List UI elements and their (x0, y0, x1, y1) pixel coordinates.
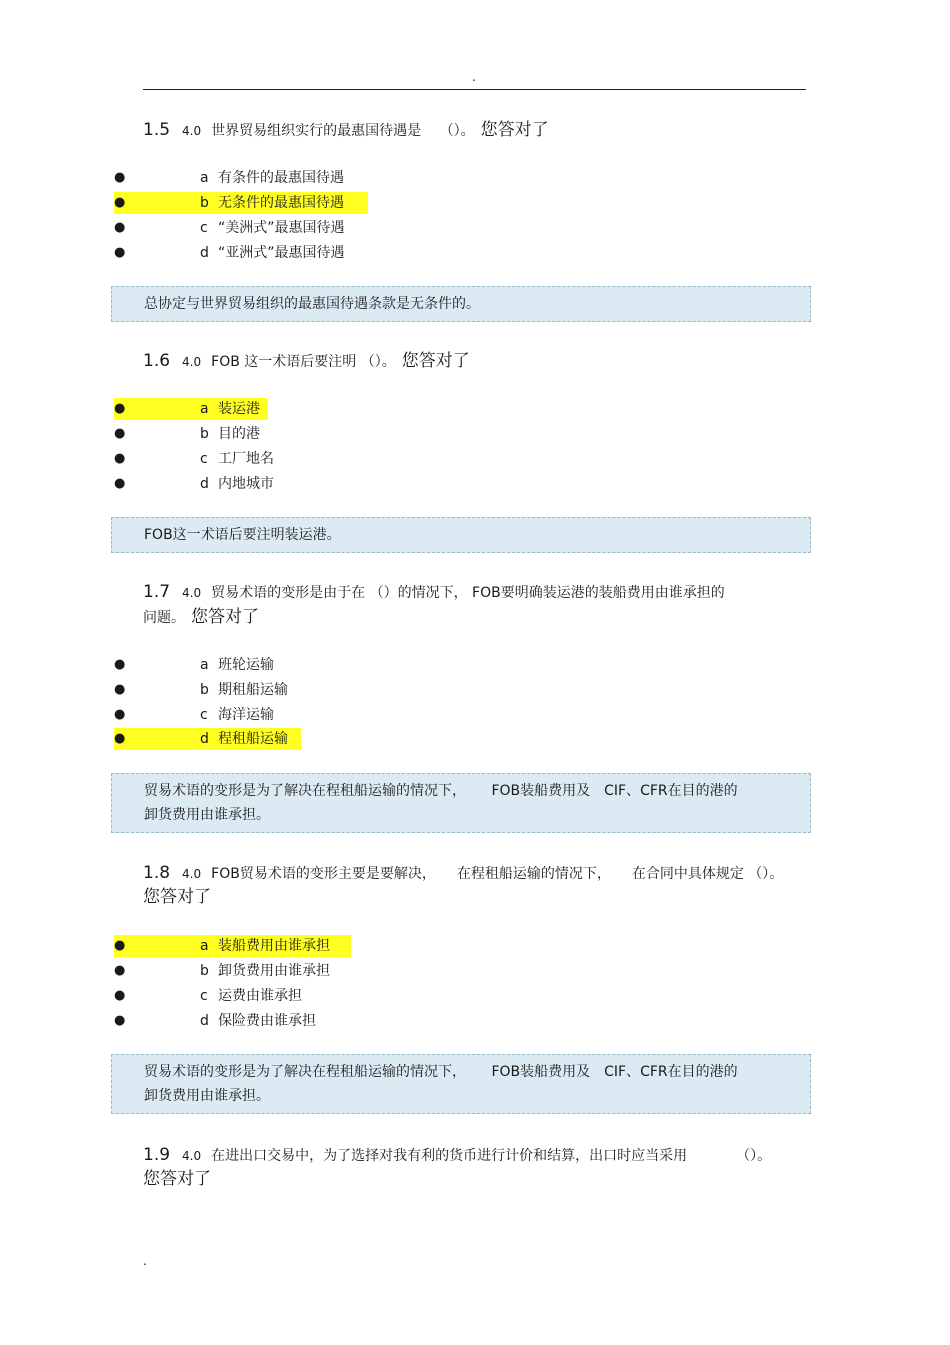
option-text: 保险费由谁承担 (218, 1013, 316, 1029)
option-letter: d (200, 476, 209, 492)
option-text: 有条件的最惠国待遇 (218, 170, 344, 186)
option-letter: a (200, 938, 209, 954)
answer-status: 您答对了 (480, 120, 549, 140)
explanation-box (111, 773, 811, 833)
bullet-icon: ● (114, 195, 126, 210)
option-a-selected[interactable] (114, 398, 268, 420)
question-text: FOB贸易术语的变形主要是要解决， 在程租船运输的情况下， 在合同中具体规定 （）。 (211, 866, 784, 882)
question-score: 4.0 (182, 355, 202, 369)
option-d-selected[interactable] (114, 728, 301, 750)
explanation-box (111, 1054, 811, 1114)
question-1-6-heading (143, 349, 470, 374)
explanation-box (111, 286, 811, 322)
option-text: 期租船运输 (218, 682, 288, 698)
option-text: 工厂地名 (218, 451, 274, 467)
option-letter: b (200, 426, 209, 442)
question-text: 在进出口交易中，为了选择对我有利的货币进行计价和结算，出口时应当采用 （）。 (211, 1148, 772, 1164)
bullet-icon: ● (114, 1013, 126, 1028)
header-rule (143, 89, 806, 90)
bullet-icon: ● (114, 220, 126, 235)
option-text: 班轮运输 (218, 657, 274, 673)
bullet-icon: ● (114, 426, 126, 441)
option-text: 程租船运输 (218, 731, 288, 747)
option-a-selected[interactable] (114, 935, 351, 957)
question-text: FOB 这一术语后要注明 （）。 (211, 354, 396, 370)
question-score: 4.0 (182, 1149, 202, 1163)
bullet-icon: ● (114, 988, 126, 1003)
question-1-8-continuation (143, 885, 211, 910)
explanation-line: FOB这一术语后要注明装运港。 (144, 527, 341, 543)
bullet-icon: ● (114, 170, 126, 185)
question-text: 贸易术语的变形是由于在 （）的情况下， FOB要明确装运港的装船费用由谁承担的 (211, 585, 725, 601)
question-score: 4.0 (182, 867, 202, 881)
question-score: 4.0 (182, 124, 202, 138)
option-text: 装运港 (218, 401, 260, 417)
option-letter: a (200, 401, 209, 417)
option-letter: c (200, 988, 208, 1004)
question-number: 1.7 (143, 582, 171, 602)
option-text: 无条件的最惠国待遇 (218, 195, 344, 211)
explanation-box (111, 517, 811, 553)
question-1-8-heading (143, 861, 783, 886)
explanation-line: 贸易术语的变形是为了解决在程租船运输的情况下， FOB装船费用及 CIF、CFR在目的港的 (144, 1064, 738, 1080)
option-text: 海洋运输 (218, 707, 274, 723)
footer-dot: . (143, 1254, 147, 1268)
option-letter: b (200, 682, 209, 698)
question-1-7-continuation (143, 605, 259, 630)
bullet-icon: ● (114, 657, 126, 672)
option-letter: a (200, 657, 209, 673)
option-letter: d (200, 245, 209, 261)
question-number: 1.5 (143, 120, 171, 140)
option-letter: c (200, 220, 208, 236)
question-number: 1.9 (143, 1145, 171, 1165)
option-letter: c (200, 707, 208, 723)
option-text: “美洲式”最惠国待遇 (218, 220, 345, 236)
explanation-line: 卸货费用由谁承担。 (144, 807, 270, 823)
option-letter: d (200, 731, 209, 747)
option-text: 目的港 (218, 426, 260, 442)
bullet-icon: ● (114, 963, 126, 978)
option-text: 卸货费用由谁承担 (218, 963, 330, 979)
bullet-icon: ● (114, 707, 126, 722)
header-dot: . (472, 70, 476, 84)
option-letter: d (200, 1013, 209, 1029)
explanation-line: 贸易术语的变形是为了解决在程租船运输的情况下， FOB装船费用及 CIF、CFR在目的港的 (144, 783, 738, 799)
option-text: “亚洲式”最惠国待遇 (218, 245, 345, 261)
question-number: 1.8 (143, 863, 171, 883)
option-letter: b (200, 963, 209, 979)
explanation-line: 总协定与世界贸易组织的最惠国待遇条款是无条件的。 (144, 296, 480, 312)
bullet-icon: ● (114, 451, 126, 466)
option-b-selected[interactable] (114, 192, 368, 214)
answer-status: 您答对了 (143, 1169, 211, 1189)
question-1-9-heading (143, 1143, 771, 1168)
answer-status: 您答对了 (401, 351, 470, 371)
option-letter: a (200, 170, 209, 186)
answer-status: 您答对了 (191, 607, 259, 627)
option-text: 内地城市 (218, 476, 274, 492)
bullet-icon: ● (114, 731, 126, 746)
option-letter: c (200, 451, 208, 467)
question-text: 世界贸易组织实行的最惠国待遇是 （）。 (211, 123, 475, 139)
option-text: 装船费用由谁承担 (218, 938, 330, 954)
option-letter: b (200, 195, 209, 211)
explanation-line: 卸货费用由谁承担。 (144, 1088, 270, 1104)
question-score: 4.0 (182, 586, 202, 600)
question-text-continued: 问题。 (143, 610, 185, 626)
answer-status: 您答对了 (143, 887, 211, 907)
bullet-icon: ● (114, 938, 126, 953)
bullet-icon: ● (114, 476, 126, 491)
bullet-icon: ● (114, 245, 126, 260)
bullet-icon: ● (114, 682, 126, 697)
question-number: 1.6 (143, 351, 171, 371)
option-text: 运费由谁承担 (218, 988, 302, 1004)
question-1-5-heading (143, 118, 549, 143)
question-1-7-heading (143, 580, 725, 605)
question-1-9-continuation (143, 1167, 211, 1192)
bullet-icon: ● (114, 401, 126, 416)
